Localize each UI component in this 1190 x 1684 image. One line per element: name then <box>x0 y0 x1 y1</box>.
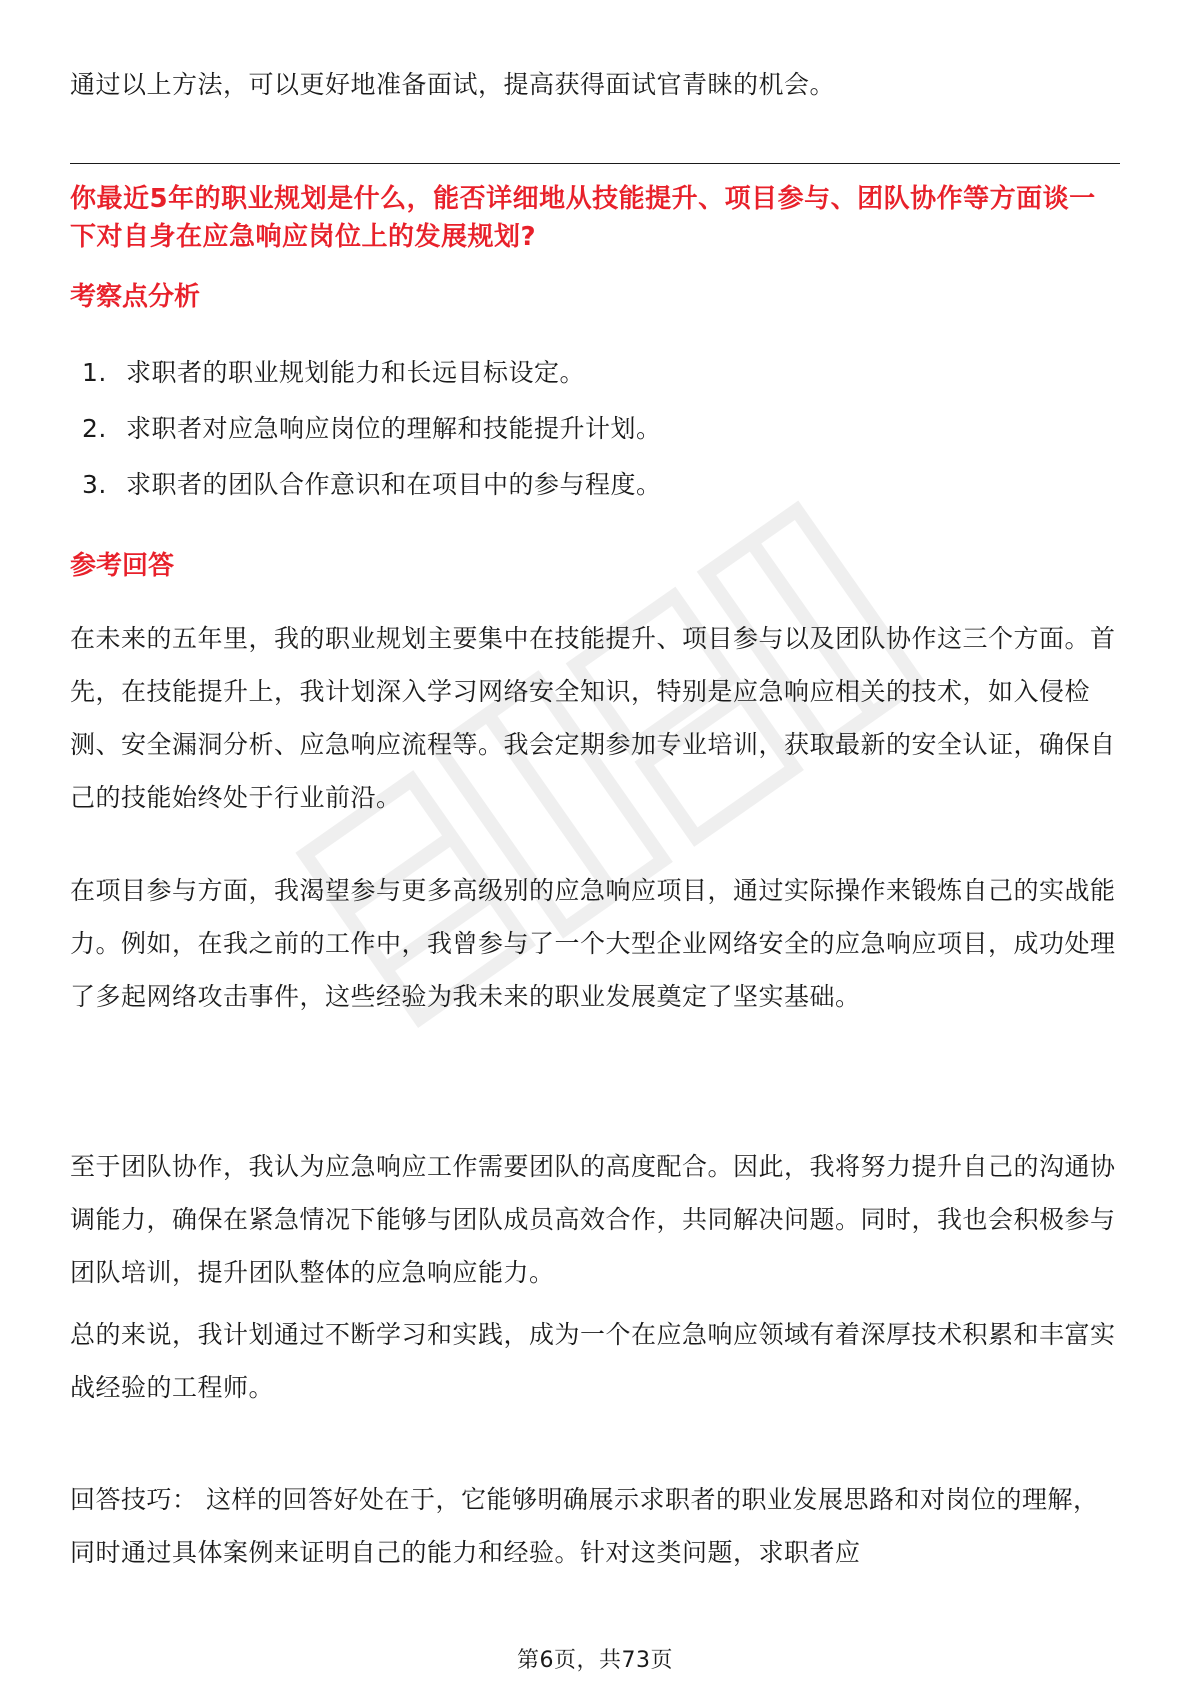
answer-tips-paragraph: 回答技巧： 这样的回答好处在于，它能够明确展示求职者的职业发展思路和对岗位的理解，同时通过具体案例来证明自己的能力和经验。针对这类问题，求职者应 <box>70 1485 1099 1567</box>
list-item-number: 3. <box>82 470 107 499</box>
answer-paragraph: 在项目参与方面，我渴望参与更多高级别的应急响应项目，通过实际操作来锻炼自己的实战能力。例如，在我之前的工作中，我曾参与了一个大型企业网络安全的应急响应项目，成功处理了多起网络攻击事件，这些经验为我未来的职业发展奠定了坚实基础。 <box>70 876 1116 1011</box>
list-item <box>82 345 1112 401</box>
list-item-number: 2. <box>82 414 107 443</box>
answer-paragraph: 在未来的五年里，我的职业规划主要集中在技能提升、项目参与以及团队协作这三个方面。首先，在技能提升上，我计划深入学习网络安全知识，特别是应急响应相关的技术，如入侵检测、安全漏洞分析、应急响应流程等。我会定期参加专业培训，获取最新的安全认证，确保自己的技能始终处于行业前沿。 <box>70 624 1116 812</box>
analysis-points-list <box>82 345 1112 513</box>
list-item-text: 求职者的职业规划能力和长远目标设定。 <box>126 358 586 387</box>
question-title: 你最近5年的职业规划是什么，能否详细地从技能提升、项目参与、团队协作等方面谈一下对自身在应急响应岗位上的发展规划? <box>70 184 1096 252</box>
answer-paragraph: 总的来说，我计划通过不断学习和实践，成为一个在应急响应领域有着深厚技术积累和丰富实战经验的工程师。 <box>70 1320 1116 1402</box>
list-item-text: 求职者对应急响应岗位的理解和技能提升计划。 <box>126 414 662 443</box>
answer-paragraph: 至于团队协作，我认为应急响应工作需要团队的高度配合。因此，我将努力提升自己的沟通协调能力，确保在紧急情况下能够与团队成员高效合作，共同解决问题。同时，我也会积极参与团队培训，提升团队整体的应急响应能力。 <box>70 1152 1116 1287</box>
answer-heading: 参考回答 <box>70 551 175 581</box>
list-item-text: 求职者的团队合作意识和在项目中的参与程度。 <box>126 470 662 499</box>
section-divider <box>70 163 1120 164</box>
list-item <box>82 401 1112 457</box>
list-item <box>82 457 1112 513</box>
intro-paragraph: 通过以上方法，可以更好地准备面试，提高获得面试官青睐的机会。 <box>70 70 836 99</box>
analysis-heading: 考察点分析 <box>70 282 201 312</box>
page-footer: 第6页，共73页 <box>517 1648 673 1673</box>
list-item-number: 1. <box>82 358 107 387</box>
